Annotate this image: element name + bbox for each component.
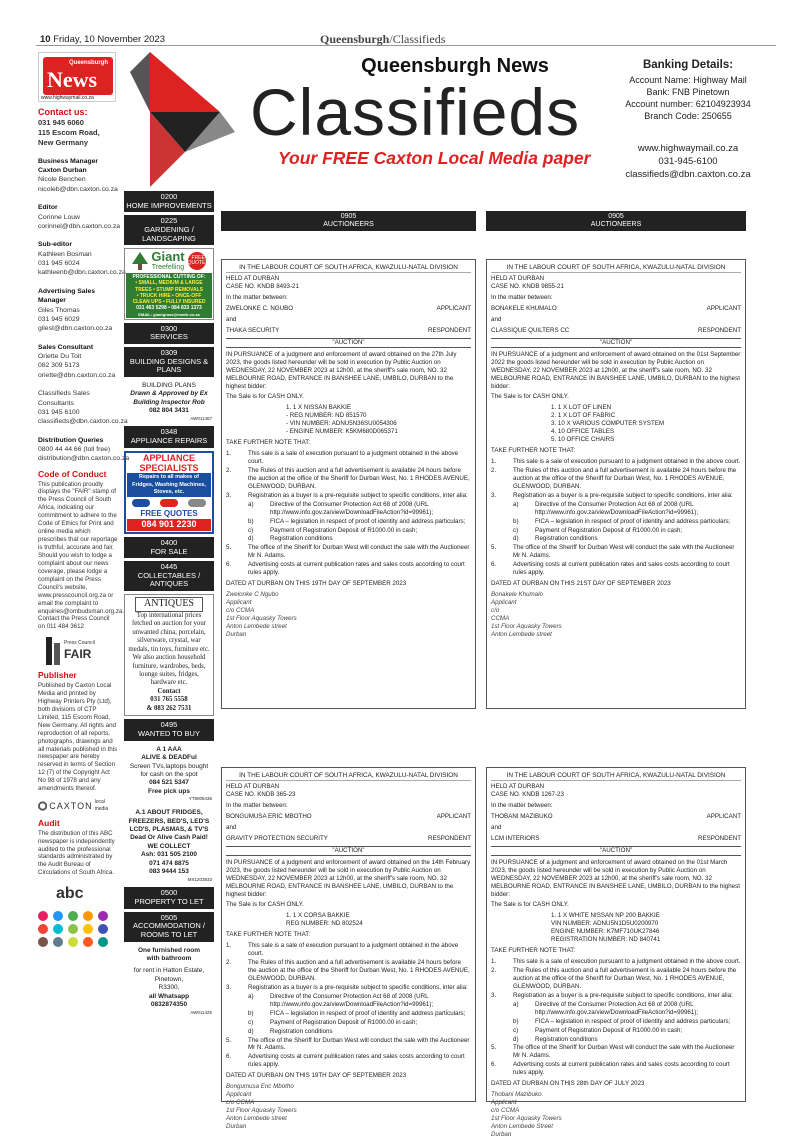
- item-line: VIN NUMBER: ADNU5N1D5U0200970: [551, 920, 659, 928]
- applicant-row: THOBANI MAZIBUKO APPLICANT: [491, 813, 741, 820]
- term-item: 5. The office of the Sheriff for Durban West will conduct the sale with the Auctioneer Mr N. Adams.: [491, 544, 735, 560]
- tree-icon: [132, 252, 148, 270]
- case-number: CASE NO. KNDB 9855-21: [491, 283, 564, 291]
- signature-line: 1st Floor Aquasky Towers: [491, 1114, 562, 1122]
- signature-line: CCMA: [491, 614, 510, 622]
- building-plans-ad: BUILDING PLANS Drawn & Approved by Ex Building Inspector Rob 082 804 3431 AW011457: [130, 381, 212, 421]
- term-item: 1. This sale is a sale of execution pursuant to a judgment obtained in the above court.: [226, 942, 459, 958]
- cat-0495[interactable]: 0495 WANTED TO BUY: [124, 719, 214, 740]
- logo-text: News: [47, 67, 98, 92]
- term-item: 2. The Rules of this auction and a full advertisement is available 24 hours before the auction at the office of the Sheriff for Durban West, No. 1 RHODES AVENUE, GLENWOOD, DURBAN.: [491, 967, 737, 990]
- bank-line: Bank: FNB Pinetown: [646, 87, 730, 98]
- items-list: [551, 404, 741, 444]
- dated-line: DATED AT DURBAN ON THIS 19TH DAY OF SEPTEMBER 2023: [226, 580, 407, 588]
- auction-label: "AUCTION": [491, 846, 741, 856]
- signature-line: c/o CCMA: [491, 1107, 520, 1114]
- term-item: 5. The office of the Sheriff for Durban West will conduct the sale with the Auctioneer Mr N. Adams.: [226, 1036, 470, 1052]
- further-note: TAKE FURTHER NOTE THAT:: [491, 447, 576, 455]
- sub-term-item: b) FICA – legislation in respect of proof of identity and address particulars;: [513, 517, 731, 525]
- court-heading: IN THE LABOUR COURT OF SOUTH AFRICA, KWAZULU-NATAL DIVISION: [226, 772, 471, 781]
- respondent-row: THAKA SECURITY RESPONDENT: [226, 326, 471, 334]
- held-at: HELD AT DURBAN: [226, 275, 280, 283]
- auction-notice: [221, 767, 476, 1130]
- signature-line: c/o: [491, 606, 500, 614]
- cash-only: The Sale is for CASH ONLY.: [491, 393, 569, 401]
- signature-line: Applicant: [226, 1091, 252, 1099]
- term-item: 2. The Rules of this auction and a full advertisement is available 24 hours before the auction at the office of the Sheriff for Durban West, No. 1 RHODES AVENUE, GLENWOOD, DURBAN.: [491, 466, 737, 490]
- sub-term-item: c) Payment of Registration Deposit of R1000.00 in cash;: [513, 526, 683, 534]
- court-heading: IN THE LABOUR COURT OF SOUTH AFRICA, KWAZULU-NATAL DIVISION: [491, 772, 741, 781]
- sub-term-item: b) FICA – legislation in respect of proof of identity and address particulars;: [248, 1009, 466, 1017]
- sub-term-item: a) Directive of the Consumer Protection Act 68 of 2008 (URL http://www.info.gov.za/view/DownloadFileAction?id=99961);: [248, 500, 434, 516]
- ad-sales-manager: Advertising Sales Manager Giles Thomas 031 945 6029 gilest@dbn.caxton.co.za: [38, 287, 113, 333]
- masthead-sidebar: [38, 52, 130, 947]
- category-column: [124, 188, 214, 1021]
- further-note: TAKE FURTHER NOTE THAT:: [491, 947, 576, 955]
- applicant-row: BONGUMUSA ERIC MBOTHO APPLICANT: [226, 813, 471, 820]
- terms-list: [491, 958, 741, 1077]
- sub-term-item: b) FICA – legislation in respect of proof of identity and address particulars;: [513, 1017, 731, 1025]
- section-auctioneers-left[interactable]: 0905 AUCTIONEERS: [221, 211, 476, 231]
- sub-term-item: a) Directive of the Consumer Protection Act 68 of 2008 (URL http://www.info.gov.za/view/DownloadFileAction?id=99961);: [513, 500, 699, 516]
- pursuance-text: IN PURSUANCE of a judgment and enforcement of award obtained on the 27th July 2023, the goods listed hereunder will be sold in execution by Public Auction on WEDNESDAY, 22 NOVEMBER 2023 at 12h00, at the sheriff's sale room, NO. 32 MELBOURNE ROAD, ENTRANCE IN BANSHEE LANE, UMBILO, DURBAN to the highest bidder:: [226, 350, 457, 390]
- room-ad: One furnished room with bathroom for rent in Hatton Estate, Pinetown, R3300, all Whatsapp 0832874350 AW011425: [133, 946, 212, 1015]
- item-line: REGISTRATION NUMBER: ND 840741: [551, 936, 661, 944]
- sub-term-item: d) Registration conditions: [513, 1035, 598, 1043]
- signature-line: Anton Lembede street: [226, 622, 287, 630]
- contact-title: Contact us:: [38, 107, 88, 117]
- cat-0348[interactable]: 0348 APPLIANCE REPAIRS: [124, 426, 214, 447]
- term-item: 1. This sale is a sale of execution pursuant to a judgment obtained in the above court.: [491, 458, 741, 465]
- cat-0400[interactable]: 0400 FOR SALE: [124, 537, 214, 558]
- signature-line: Durban: [491, 1130, 512, 1138]
- contact-block: [598, 143, 778, 181]
- email-link[interactable]: classifieds@dbn.caxton.co.za: [625, 168, 751, 180]
- signature-line: c/o CCMA: [226, 606, 255, 614]
- bank-line: Account number: 62104923934: [625, 98, 751, 109]
- and-label: and: [491, 823, 502, 831]
- bank-line: Branch Code: 250655: [644, 110, 732, 121]
- signature-line: 1st Floor Aquasky Towers: [491, 622, 562, 630]
- held-at: HELD AT DURBAN: [226, 783, 280, 791]
- sales-consultant: Sales Consultant Oriette Du Toit 082 309 5173 oriette@dbn.caxton.co.za: [38, 343, 116, 379]
- term-item: 1. This sale is a sale of execution pursuant to a judgment obtained in the above court.: [491, 958, 741, 966]
- item-line: 5. 10 OFFICE CHAIRS: [551, 436, 615, 444]
- signature-line: Durban: [226, 630, 247, 638]
- brand-logos: [127, 499, 211, 507]
- auction-label: "AUCTION": [226, 338, 471, 348]
- item-line: REG NUMBER: ND 802524: [286, 920, 363, 928]
- term-item: 6. Advertising costs at current publication rates and sales costs according to court rules apply.: [491, 1061, 730, 1077]
- term-item: 6. Advertising costs at current publication rates and sales costs according to court rules apply.: [491, 561, 730, 577]
- code-of-conduct-title: Code of Conduct: [38, 468, 107, 479]
- phone-number: 031-945-6100: [658, 155, 718, 167]
- applicant-row: ZWELONKE C. NGUBO APPLICANT: [226, 305, 471, 312]
- editor: Editor Corinne Louw corinnel@dbn.caxton.co.za: [38, 204, 121, 230]
- code-of-conduct-text: This publication proudly displays the "FAIR" stamp of the Press Council of South Africa, indicating our commitment to adhere to the Code of Ethics for Print and online media which prescribes that our reportage is truthful, accurate and fair. Should you wish to lodge a complaint about our news coverage, please lodge a complaint on the Press Council's website, www.presscouncil.org.za or email the complaint to enquiries@ombudsman.org.za. Contact the Press Council on 011 484 3612: [38, 480, 125, 631]
- antiques-ad: ANTIQUES Top international prices fetched on auction for your unwanted china, porcelain, silverware, crystal, war medals, tin toys, furniture etc. We also auction household furniture, wardrobes, beds, lounge suites, fridges, hardware etc. Contact 031 765 5558 & 083 262 7531: [124, 594, 214, 716]
- contact-lines: 031 945 6060 115 Escom Road, New Germany: [38, 118, 100, 147]
- fridges-ad: A.1 ABOUT FRIDGES, FREEZERS, BED'S, LED'S LCD'S, PLASMAS, & TV'S Dead Or Alive Cash Paid! WE COLLECT Ash: 031 505 2100 071 474 8875 083 9444 153 MX1203933: [128, 809, 212, 882]
- cash-only: The Sale is for CASH ONLY.: [226, 393, 304, 401]
- cash-only: The Sale is for CASH ONLY.: [226, 901, 304, 909]
- pursuance-text: IN PURSUANCE of a judgment and enforcement of award obtained on the 14th February 2023, the goods listed hereunder will be sold in execution by Public Auction on WEDNESDAY, 22 NOVEMBER 2023 at 12h00, at the sheriff's sale room, NO. 32 MELBOURNE ROAD, ENTRANCE IN BANSHEE LANE, UMBILO, DURBAN to the highest bidder:: [226, 858, 471, 898]
- page-info: 10 Friday, 10 November 2023: [40, 34, 165, 45]
- item-line: 1. 1 X CORSA BAKKIE: [286, 912, 350, 920]
- item-line: 3. 10 X VARIOUS COMPUTER SYSTEM: [551, 420, 665, 428]
- bank-title: Banking Details:: [642, 59, 734, 71]
- term-item: 3. Registration as a buyer is a pre-requisite subject to specific conditions, inter alia:: [226, 983, 468, 991]
- signature-line: Bongumusa Eric Mbotho: [226, 1083, 294, 1091]
- caxton-icon: [38, 801, 47, 811]
- sub-term-item: a) Directive of the Consumer Protection Act 68 of 2008 (URL http://www.info.gov.za/view/DownloadFileAction?id=99961);: [248, 992, 434, 1008]
- auction-notice: [486, 259, 746, 709]
- term-item: 3. Registration as a buyer is a pre-requisite subject to specific conditions, inter alia:: [491, 491, 733, 499]
- sub-term-item: d) Registration conditions: [248, 1027, 333, 1035]
- publisher-title: Publisher: [38, 670, 77, 681]
- brand-name: Queensburgh News: [361, 55, 549, 77]
- signature-line: c/o CCMA: [226, 1099, 255, 1107]
- term-item: 3. Registration as a buyer is a pre-requisite subject to specific conditions, inter alia:: [491, 991, 733, 999]
- signature-line: Zwelonke C Ngubo: [226, 591, 279, 599]
- caxton-logo: CAXTON local media: [38, 799, 118, 813]
- aaaa-ad: A 1 AAA ALIVE & DEADFul Screen TVs,laptops bought for cash on the spot 084 521 5347 Free pick ups YT8005436: [129, 745, 212, 802]
- between-label: In the matter between:: [226, 802, 288, 810]
- section-auctioneers-right[interactable]: 0905 AUCTIONEERS: [486, 211, 746, 231]
- tagline: Your FREE Caxton Local Media paper: [278, 148, 591, 168]
- cat-0505[interactable]: 0505 ACCOMMODATION / ROOMS TO LET: [124, 912, 214, 942]
- and-label: and: [226, 823, 237, 831]
- signature-line: Durban: [226, 1122, 247, 1130]
- case-number: CASE NO. KNDB 8493-21: [226, 283, 299, 291]
- further-note: TAKE FURTHER NOTE THAT:: [226, 439, 311, 447]
- between-label: In the matter between:: [491, 294, 553, 302]
- sub-term-item: c) Payment of Registration Deposit of R1000.00 in cash;: [248, 526, 418, 534]
- cat-0309[interactable]: 0309 BUILDING DESIGNS & PLANS: [124, 347, 214, 377]
- logo-sub: Queensburgh: [69, 60, 109, 66]
- respondent-row: LCM INTERIORS RESPONDENT: [491, 834, 741, 842]
- signature-line: Bonakele Khumalo: [491, 591, 543, 599]
- term-item: 2. The Rules of this auction and a full advertisement is available 24 hours before the auction at the office of the Sheriff for Durban West, No. 1 RHODES AVENUE, GLENWOOD, DURBAN.: [226, 466, 470, 490]
- court-heading: IN THE LABOUR COURT OF SOUTH AFRICA, KWAZULU-NATAL DIVISION: [491, 264, 741, 273]
- items-list: [286, 404, 471, 436]
- auction-notice: [486, 767, 746, 1138]
- item-line: 2. 1 X LOT OF FABRIC: [551, 412, 616, 420]
- color-dots: [38, 911, 118, 947]
- sub-term-item: b) FICA – legislation in respect of proof of identity and address particulars;: [248, 517, 466, 525]
- and-label: and: [226, 315, 237, 323]
- term-item: 6. Advertising costs at current publication rates and sales costs according to court rules apply.: [226, 561, 465, 577]
- dated-line: DATED AT DURBAN ON THIS 28th DAY OF JULY 2023: [491, 1080, 645, 1088]
- pursuance-text: IN PURSUANCE of a judgment and enforcement of award obtained on the 01st September 2022 the goods listed hereunder will be sold in execution by Public Auction on WEDNESDAY, 22 NOVEMBER 2023 at 12h00, at the sheriff's sale room, NO. 32 MELBOURNE ROAD, ENTRANCE IN BANSHEE LANE, UMBILO, DURBAN to the highest bidder:: [491, 350, 741, 390]
- news-logo: [38, 52, 116, 102]
- dated-line: DATED AT DURBAN ON THIS 19TH DAY OF SEPTEMBER 2023: [226, 1072, 407, 1080]
- classifieds-logo-graphic: [130, 52, 235, 187]
- sub-editor: Sub-editor Kathleen Bosman 031 945 6024 kathleenb@dbn.caxton.co.za: [38, 241, 126, 277]
- sub-term-item: a) Directive of the Consumer Protection Act 68 of 2008 (URL http://www.info.gov.za/view/DownloadFileAction?id=99961);: [513, 1000, 699, 1016]
- auction-label: "AUCTION": [226, 846, 471, 856]
- signature-line: 1st Floor Aquasky Towers: [226, 1107, 297, 1114]
- classified-sales: Classifieds Sales Consultants 031 945 6100 classifieds@dbn.caxton.co.za: [38, 390, 128, 426]
- signature-line: Anton Lembede street: [491, 630, 552, 638]
- sub-term-item: c) Payment of Registration Deposit of R1000.00 in cash;: [513, 1026, 683, 1034]
- signature-line: Anton Lembede street: [226, 1114, 287, 1122]
- signature-line: Thobani Mazibuko: [491, 1091, 542, 1099]
- signature-line: 1st Floor Aquasky Towers: [226, 614, 297, 622]
- signature-line: Applicant: [491, 599, 517, 606]
- terms-list: [226, 450, 471, 577]
- case-number: CASE NO. KNDB 365-23: [226, 791, 296, 799]
- between-label: In the matter between:: [491, 802, 553, 810]
- term-item: 5. The office of the Sheriff for Durban West will conduct the sale with the Auctioneer Mr N. Adams.: [491, 1044, 735, 1060]
- banking-details: [598, 58, 778, 123]
- signature-line: Anton Lembede Street: [491, 1122, 553, 1130]
- items-list: [286, 912, 471, 928]
- item-line: - ENGINE NUMBER: K5KM680D065371: [286, 428, 398, 436]
- item-line: ENGINE NUMBER: K7MF710UK27846: [551, 928, 660, 936]
- sub-term-item: c) Payment of Registration Deposit of R1000.00 in cash;: [248, 1018, 418, 1026]
- appliance-ad: APPLIANCE SPECIALISTS Repairs to all makes of Fridges, Washing Machines, Stoves, etc. FREE QUOTES 084 901 2230: [124, 451, 214, 534]
- respondent-row: CLASSIQUE QUILTERS CC RESPONDENT: [491, 326, 741, 334]
- respondent-row: GRAVITY PROTECTION SECURITY RESPONDENT: [226, 834, 471, 842]
- item-line: - VIN NUMBER: ADNU5N36SU0054306: [286, 420, 397, 428]
- bank-line: Account Name: Highway Mail: [629, 75, 747, 86]
- cat-0500[interactable]: 0500 PROPERTY TO LET: [124, 887, 214, 908]
- distribution: Distribution Queries 0800 44 44 66 (toll free) distribution@dbn.caxton.co.za: [38, 436, 130, 463]
- auction-label: "AUCTION": [491, 338, 741, 348]
- publisher-text: Published by Caxton Local Media and printed by Highway Printers Pty (Ltd), both divisions of CTP Limited, 115 Escom Road, New Germany. All rights and reproduction of all reports, photographs, drawings and all materials published in this newspaper are hereby reserved in terms of Section 12 (7) of the Copyright Act No 98 of 1978 and any amendments thereof.: [38, 682, 118, 793]
- item-line: - REG NUMBER: ND 851570: [286, 412, 367, 420]
- term-item: 2. The Rules of this auction and a full advertisement is available 24 hours before the auction at the office of the Sheriff for Durban West, No. 1 RHODES AVENUE, GLENWOOD, DURBAN.: [226, 959, 470, 982]
- term-item: 6. Advertising costs at current publication rates and sales costs according to court rules apply.: [226, 1053, 465, 1069]
- term-item: 5. The office of the Sheriff for Durban West will conduct the sale with the Auctioneer Mr N. Adams.: [226, 544, 470, 560]
- court-heading: IN THE LABOUR COURT OF SOUTH AFRICA, KWAZULU-NATAL DIVISION: [226, 264, 471, 273]
- dated-line: DATED AT DURBAN ON THIS 21ST DAY OF SEPTEMBER 2023: [491, 580, 671, 588]
- sub-term-item: d) Registration conditions: [248, 535, 333, 543]
- item-line: 1. 1 X NISSAN BAKKIE: [286, 404, 351, 412]
- audit-title: Audit: [38, 817, 60, 828]
- case-number: CASE NO. KNDB 1267-23: [491, 791, 564, 799]
- signature-line: Applicant: [491, 1099, 517, 1107]
- auction-notice: [221, 259, 476, 709]
- audit-text: The distribution of this ABC newspaper is independently audited to the professional standards administrated by the Audit Bureau of Circulations of South Africa.: [38, 829, 115, 877]
- cat-0200[interactable]: 0200 HOME IMPROVEMENTS: [124, 191, 214, 212]
- pursuance-text: IN PURSUANCE of a judgment and enforcement of award obtained on the 01st March 2023, the goods listed hereunder will be sold in execution by Public Auction on WEDNESDAY, 22 NOVEMBER 2023 at 12h00, at the sheriff's sale room, NO. 32 MELBOURNE ROAD, ENTRANCE IN BANSHEE LANE, UMBILO, DURBAN to the highest bidder:: [491, 858, 740, 898]
- section-title: Queensburgh/Classifieds: [320, 32, 446, 46]
- held-at: HELD AT DURBAN: [491, 783, 545, 791]
- website-link[interactable]: www.highwaymail.co.za: [637, 143, 739, 154]
- sub-term-item: d) Registration conditions: [513, 535, 598, 543]
- terms-list: [491, 458, 741, 577]
- term-item: 1. This sale is a sale of execution pursuant to a judgment obtained in the above court.: [226, 450, 459, 465]
- item-line: 1. 1 X LOT OF LINEN: [551, 404, 612, 412]
- giant-treefelling-ad: Giant Treefelling FREE QUOTES PROFESSIONAL CUTTING OF: • SMALL, MEDIUM & LARGE TREES • STUMP REMOVALS • TRUCK HIRE • ONCE-OFF CLEAN UPS • FULLY INSURED 031 463 5298 • 084 833 1373 EMAIL: giantgrass@mweb.co.za: [124, 248, 214, 320]
- business-manager: Business Manager Caxton Durban Nicole Benchen nicoleb@dbn.caxton.co.za: [38, 157, 118, 193]
- abc-logo: abc: [56, 885, 84, 903]
- held-at: HELD AT DURBAN: [491, 275, 545, 283]
- signature-line: Applicant: [226, 599, 252, 606]
- items-list: [551, 912, 741, 944]
- between-label: In the matter between:: [226, 294, 288, 302]
- cat-0225[interactable]: 0225 GARDENING / LANDSCAPING: [124, 215, 214, 245]
- cat-0300[interactable]: 0300 SERVICES: [124, 323, 214, 344]
- and-label: and: [491, 315, 502, 323]
- fair-logo: Press Council FAIR: [46, 637, 118, 665]
- classifieds-title: Classifieds: [250, 75, 581, 149]
- cash-only: The Sale is for CASH ONLY.: [491, 901, 569, 909]
- item-line: 4. 10 OFFICE TABLES: [551, 428, 615, 436]
- applicant-row: BONAKELE KHUMALO APPLICANT: [491, 305, 741, 312]
- cat-0445[interactable]: 0445 COLLECTABLES / ANTIQUES: [124, 561, 214, 591]
- terms-list: [226, 942, 471, 1069]
- term-item: 3. Registration as a buyer is a pre-requisite subject to specific conditions, inter alia:: [226, 491, 468, 499]
- logo-url: www.highwaymail.co.za: [41, 95, 94, 101]
- fair-icon: [46, 637, 60, 665]
- item-line: 1. 1 X WHITE NISSAN NP 200 BAKKIE: [551, 912, 660, 920]
- further-note: TAKE FURTHER NOTE THAT:: [226, 931, 311, 939]
